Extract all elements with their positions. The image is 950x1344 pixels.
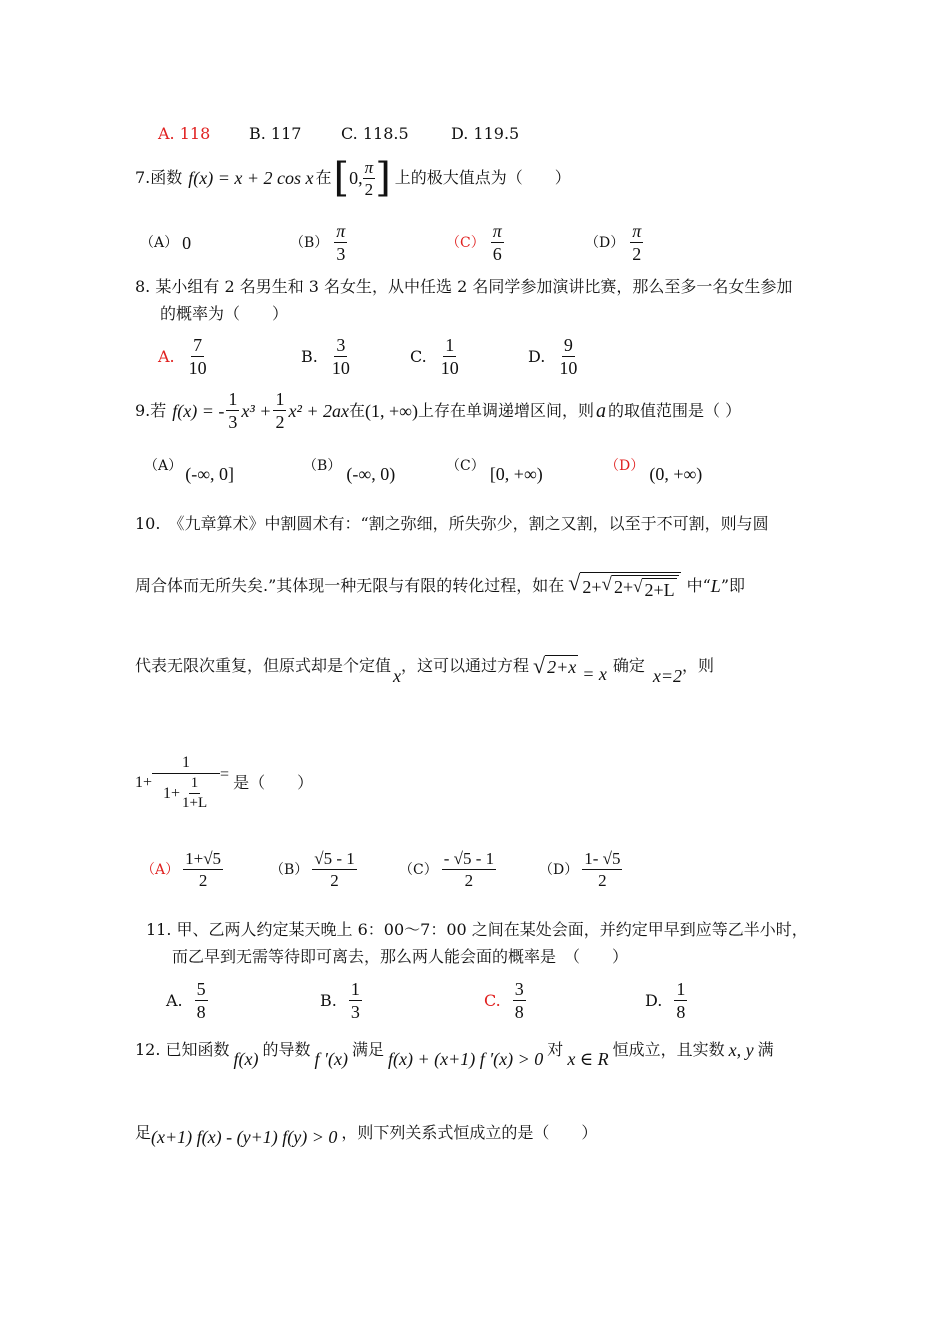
q8-line1: 8. 某小组有 2 名男生和 3 名女生，从中任选 2 名同学参加演讲比赛，那么至多一名女生参加 xyxy=(135,277,793,296)
q8-option-a: A. $\frac{7}{10}$ xyxy=(158,335,207,378)
q7-bracket-right: ] xyxy=(375,155,391,201)
q11-line1: 11. 甲、乙两人约定某天晚上 6：00～7：00 之间在某处会面，并约定甲早到应等乙半小时， xyxy=(146,920,808,939)
q9-option-d: （D） (0, +∞) xyxy=(605,458,703,484)
q6-option-d: D. 119.5 xyxy=(451,124,520,143)
q9-stem: 9.若 f(x) = - $\frac{1}{3}$ x³ + $\frac{1}{2}$ x² + 2ax 在 (1, +∞) 上存在单调递增区间，则 a 的取值范围是（ ） xyxy=(135,389,742,432)
q9-option-c: （C） [0, +∞) xyxy=(446,458,543,484)
q7-bracket-left: [ xyxy=(333,155,350,201)
q7-stem xyxy=(135,155,571,201)
q8-option-c: C. $\frac{1}{10}$ xyxy=(410,335,459,378)
q10-line2: 周合体而无所失矣.”其体现一种无限与有限的转化过程，如在 √ 2+ √ 2+ √ 2+L 中“ L ”即 xyxy=(135,570,745,600)
q10-line3: 代表无限次重复，但原式却是个定值 x ，这可以通过方程 √ 2+x = x 确定 x=2 ，则 xyxy=(135,653,715,686)
q12-line1: 12. 已知函数 f(x) 的导数 f ′(x) 满足 f(x) + (x+1) f ′(x) > 0 对 x ∈ R 恒成立，且实数 x, y 满 xyxy=(135,1040,774,1069)
q9-option-b: （B） (-∞, 0) xyxy=(303,458,396,484)
q7-option-d: （D） $\frac{\pi}{2}$ xyxy=(585,221,642,264)
q7-interval-left: 0, xyxy=(349,168,363,188)
q10-continued-fraction: 1+ 1 1+ $\frac{1}{1+L}$ = 是（ ） xyxy=(135,754,314,811)
q11-option-a: A. $\frac{5}{8}$ xyxy=(166,979,206,1022)
q6-option-c: C. 118.5 xyxy=(341,124,409,143)
q7-option-a: （A） 0 xyxy=(140,233,192,253)
q6-option-b: B. 117 xyxy=(249,124,302,143)
q7-function: f(x) = x + 2 cos x xyxy=(188,168,314,188)
q8-option-b: B. $\frac{3}{10}$ xyxy=(301,335,350,378)
q7-in: 在 xyxy=(315,168,332,187)
q11-option-b: B. $\frac{1}{3}$ xyxy=(320,979,360,1022)
q10-line1: 10. 《九章算术》中割圆术有：“割之弥细，所失弥少，割之又割，以至于不可割，则与圆 xyxy=(135,514,769,533)
q8-line2: 的概率为（ ） xyxy=(160,304,289,323)
q10-option-c: （C） $\frac{- √5 - 1}{2}$ xyxy=(399,849,495,890)
q7-prefix: 7.函数 xyxy=(135,168,183,187)
q11-line2: 而乙早到无需等待即可离去，那么两人能会面的概率是 （ ） xyxy=(172,947,629,966)
q11-option-d: D. $\frac{1}{8}$ xyxy=(645,979,686,1022)
q10-option-d: （D） $\frac{1- √5}{2}$ xyxy=(539,849,621,890)
q9-option-a: （A） (-∞, 0] xyxy=(144,458,235,484)
q6-option-a: A. 118 xyxy=(158,124,211,143)
q7-option-c: （C） $\frac{\pi}{6}$ xyxy=(446,221,502,264)
q11-option-c: C. $\frac{3}{8}$ xyxy=(484,979,524,1022)
q7-interval-fraction: $\frac{\pi}{2}$ xyxy=(364,157,374,199)
q12-line2: 足 (x+1) f(x) - (y+1) f(y) > 0 ，则下列关系式恒成立的是（ ） xyxy=(135,1123,598,1147)
nested-radical: √ 2+ √ 2+ √ 2+L xyxy=(568,572,680,599)
q10-option-b: （B） $\frac{√5 - 1}{2}$ xyxy=(270,849,355,890)
q8-option-d: D. $\frac{9}{10}$ xyxy=(528,335,578,378)
q7-option-b: （B） $\frac{\pi}{3}$ xyxy=(290,221,346,264)
q10-option-a: （A） $\frac{1+√5}{2}$ xyxy=(141,849,222,890)
q7-suffix: 上的极大值点为（ ） xyxy=(394,168,571,187)
